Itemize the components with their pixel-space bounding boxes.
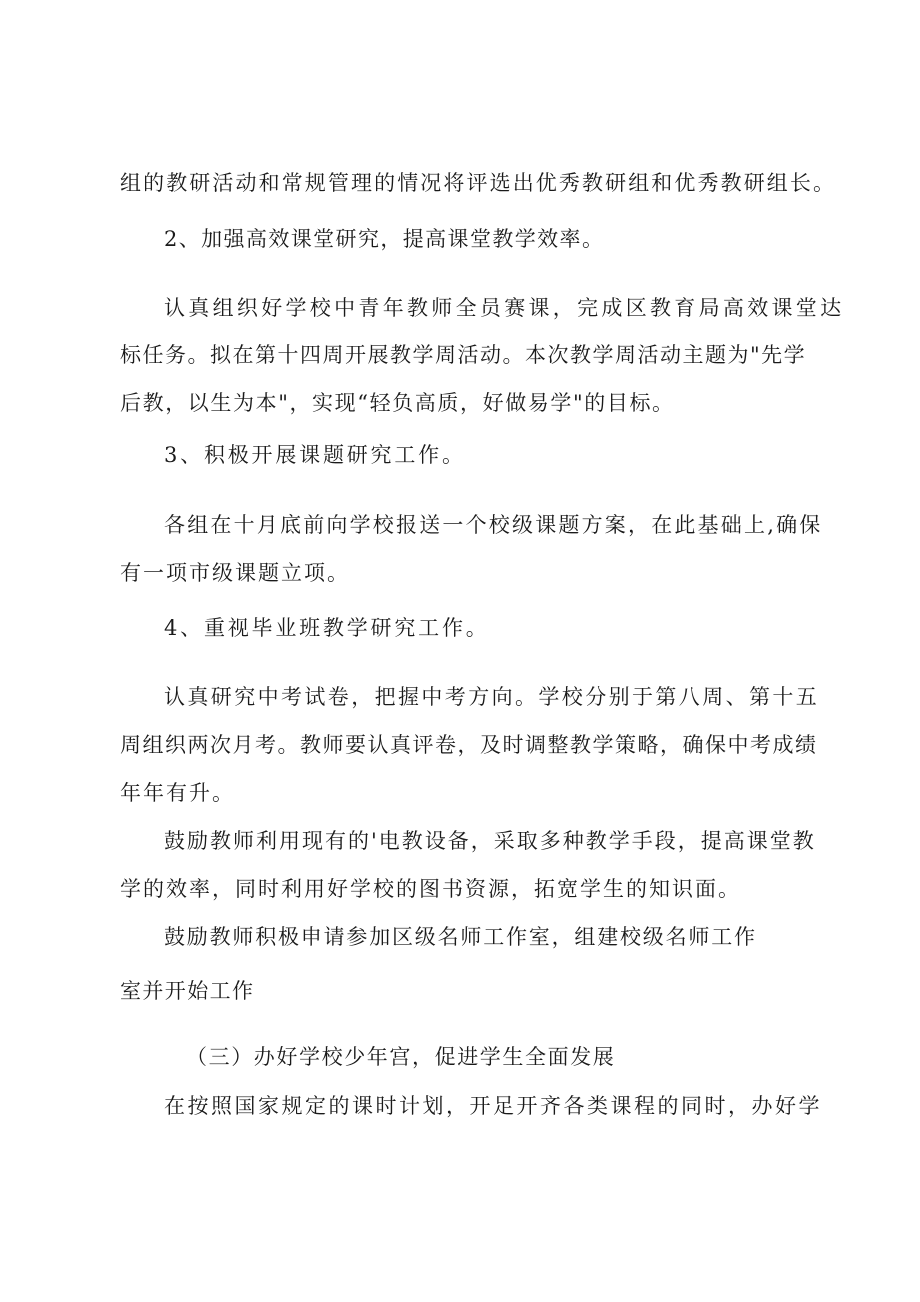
section-heading-4: 4、重视毕业班教学研究工作。 bbox=[164, 616, 490, 640]
text-line-8: 有一项市级课题立项。 bbox=[120, 561, 350, 585]
text-line-13: 鼓励教师利用现有的'电教设备，采取多种教学手段，提高课堂教 bbox=[164, 829, 816, 853]
text-line-4: 标任务。拟在第十四周开展教学周活动。本次教学周活动主题为"先学 bbox=[120, 343, 807, 367]
text-line-11: 周组织两次月考。教师要认真评卷，及时调整教学策略，确保中考成绩 bbox=[120, 733, 818, 757]
section-heading-2: 2、加强高效课堂研究，提高课堂教学效率。 bbox=[164, 227, 605, 251]
section-heading-3: 3、积极开展课题研究工作。 bbox=[164, 443, 466, 467]
text-line-16: 室并开始工作 bbox=[120, 979, 255, 1003]
text-line-1: 组的教研活动和常规管理的情况将评选出优秀教研组和优秀教研组长。 bbox=[120, 171, 837, 195]
text-line-15: 鼓励教师积极申请参加区级名师工作室，组建校级名师工作 bbox=[164, 925, 757, 949]
text-line-7: 各组在十月底前向学校报送一个校级课题方案，在此基础上,确保 bbox=[164, 513, 823, 537]
text-line-18: 在按照国家规定的课时计划，开足开齐各类课程的同时，办好学 bbox=[164, 1094, 822, 1118]
text-line-14: 学的效率，同时利用好学校的图书资源，拓宽学生的知识面。 bbox=[120, 877, 741, 901]
text-line-5: 后教，以生为本"，实现“轻负高质，好做易学"的目标。 bbox=[120, 391, 675, 415]
text-line-12: 年年有升。 bbox=[120, 781, 235, 805]
text-line-10: 认真研究中考试卷，把握中考方向。学校分别于第八周、第十五 bbox=[164, 685, 820, 709]
section-heading-youth-palace: （三）办好学校少年宫，促进学生全面发展 bbox=[186, 1045, 616, 1069]
text-line-3: 认真组织好学校中青年教师全员赛课，完成区教育局高效课堂达 bbox=[164, 296, 845, 320]
